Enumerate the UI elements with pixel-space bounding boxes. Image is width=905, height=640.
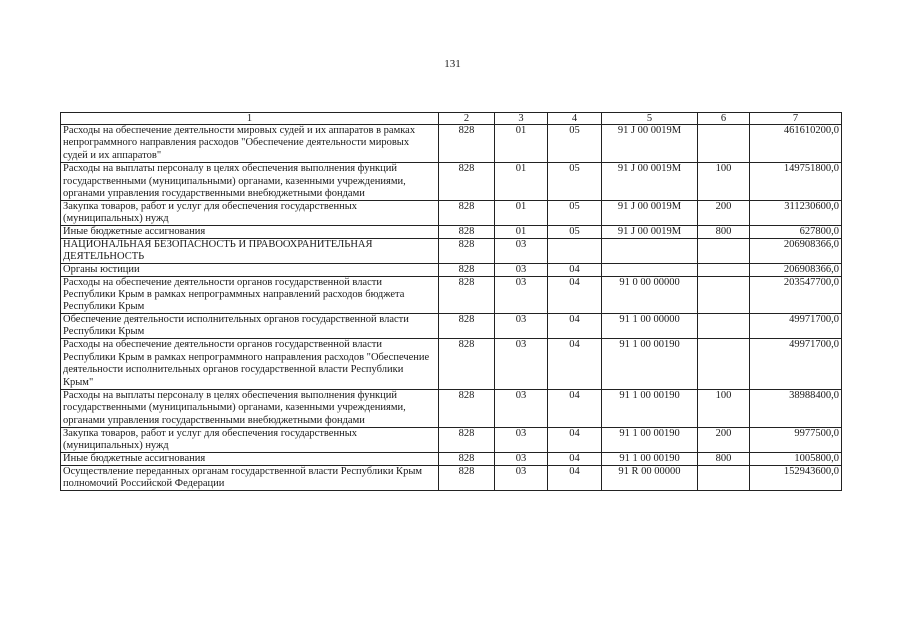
table-row xyxy=(61,163,842,201)
row-grbs: 828 xyxy=(439,314,495,339)
row-subsection: 04 xyxy=(548,466,602,491)
row-target-article xyxy=(602,264,698,277)
table-row xyxy=(61,239,842,264)
row-expense-type xyxy=(698,125,750,163)
col-header-3: 3 xyxy=(495,113,548,125)
table-row xyxy=(61,314,842,339)
row-section: 03 xyxy=(495,428,548,453)
row-grbs: 828 xyxy=(439,264,495,277)
row-sum: 461610200,0 xyxy=(750,125,842,163)
row-expense-type: 200 xyxy=(698,428,750,453)
row-grbs: 828 xyxy=(439,125,495,163)
row-subsection: 04 xyxy=(548,428,602,453)
row-name: НАЦИОНАЛЬНАЯ БЕЗОПАСНОСТЬ И ПРАВООХРАНИТЕЛЬНАЯ ДЕЯТЕЛЬНОСТЬ xyxy=(61,239,439,264)
row-expense-type xyxy=(698,314,750,339)
col-header-2: 2 xyxy=(439,113,495,125)
row-name: Расходы на выплаты персоналу в целях обеспечения выполнения функций государственными (муниципальными) органами, казенными учреждениями, органами управления государственными внебюджетными фондами xyxy=(61,163,439,201)
col-header-5: 5 xyxy=(602,113,698,125)
table-row xyxy=(61,264,842,277)
row-target-article: 91 1 00 00190 xyxy=(602,339,698,390)
row-expense-type xyxy=(698,277,750,314)
row-name: Расходы на обеспечение деятельности органов государственной власти Республики Крым в рамках непрограммного направления расходов "Обеспечение деятельности исполнительных органов государственной власти Республики Крым" xyxy=(61,339,439,390)
header-row xyxy=(61,113,842,125)
row-section: 01 xyxy=(495,163,548,201)
table-row xyxy=(61,453,842,466)
page-number: 131 xyxy=(444,58,461,70)
row-sum: 9977500,0 xyxy=(750,428,842,453)
row-target-article: 91 J 00 0019M xyxy=(602,163,698,201)
row-target-article: 91 0 00 00000 xyxy=(602,277,698,314)
row-sum: 38988400,0 xyxy=(750,390,842,428)
row-target-article: 91 R 00 00000 xyxy=(602,466,698,491)
row-sum: 206908366,0 xyxy=(750,264,842,277)
row-grbs: 828 xyxy=(439,390,495,428)
row-name: Расходы на обеспечение деятельности органов государственной власти Республики Крым в рамках непрограммных направлений расходов бюджета Республики Крым xyxy=(61,277,439,314)
table-row xyxy=(61,277,842,314)
row-sum: 49971700,0 xyxy=(750,314,842,339)
table-row xyxy=(61,201,842,226)
row-grbs: 828 xyxy=(439,453,495,466)
row-section: 03 xyxy=(495,314,548,339)
row-subsection: 05 xyxy=(548,226,602,239)
table-row xyxy=(61,466,842,491)
row-expense-type xyxy=(698,466,750,491)
row-name: Закупка товаров, работ и услуг для обеспечения государственных (муниципальных) нужд xyxy=(61,428,439,453)
row-name: Иные бюджетные ассигнования xyxy=(61,453,439,466)
row-expense-type: 100 xyxy=(698,163,750,201)
row-target-article xyxy=(602,239,698,264)
row-target-article: 91 J 00 0019M xyxy=(602,125,698,163)
row-section: 03 xyxy=(495,239,548,264)
row-sum: 627800,0 xyxy=(750,226,842,239)
row-grbs: 828 xyxy=(439,201,495,226)
row-grbs: 828 xyxy=(439,428,495,453)
row-sum: 49971700,0 xyxy=(750,339,842,390)
row-sum: 152943600,0 xyxy=(750,466,842,491)
row-section: 01 xyxy=(495,125,548,163)
row-grbs: 828 xyxy=(439,226,495,239)
row-target-article: 91 1 00 00000 xyxy=(602,314,698,339)
table-row xyxy=(61,339,842,390)
table-row xyxy=(61,390,842,428)
row-subsection: 04 xyxy=(548,339,602,390)
row-name: Иные бюджетные ассигнования xyxy=(61,226,439,239)
row-section: 01 xyxy=(495,201,548,226)
row-sum: 311230600,0 xyxy=(750,201,842,226)
row-name: Расходы на обеспечение деятельности мировых судей и их аппаратов в рамках непрограммного направления расходов "Обеспечение деятельности мировых судей и их аппаратов" xyxy=(61,125,439,163)
row-name: Органы юстиции xyxy=(61,264,439,277)
row-sum: 203547700,0 xyxy=(750,277,842,314)
row-grbs: 828 xyxy=(439,466,495,491)
row-sum: 1005800,0 xyxy=(750,453,842,466)
row-subsection: 05 xyxy=(548,201,602,226)
col-header-1: 1 xyxy=(61,113,439,125)
row-target-article: 91 1 00 00190 xyxy=(602,428,698,453)
col-header-6: 6 xyxy=(698,113,750,125)
row-expense-type xyxy=(698,264,750,277)
row-target-article: 91 J 00 0019M xyxy=(602,226,698,239)
row-expense-type: 200 xyxy=(698,201,750,226)
row-expense-type xyxy=(698,239,750,264)
row-subsection: 05 xyxy=(548,163,602,201)
row-sum: 206908366,0 xyxy=(750,239,842,264)
table-row xyxy=(61,226,842,239)
row-grbs: 828 xyxy=(439,163,495,201)
row-target-article: 91 J 00 0019M xyxy=(602,201,698,226)
table-row xyxy=(61,125,842,163)
row-expense-type: 100 xyxy=(698,390,750,428)
row-sum: 149751800,0 xyxy=(750,163,842,201)
col-header-4: 4 xyxy=(548,113,602,125)
row-section: 03 xyxy=(495,453,548,466)
row-subsection: 04 xyxy=(548,277,602,314)
row-subsection xyxy=(548,239,602,264)
row-name: Обеспечение деятельности исполнительных органов государственной власти Республики Крым xyxy=(61,314,439,339)
row-section: 03 xyxy=(495,277,548,314)
row-expense-type xyxy=(698,339,750,390)
row-subsection: 05 xyxy=(548,125,602,163)
row-subsection: 04 xyxy=(548,453,602,466)
col-header-7: 7 xyxy=(750,113,842,125)
row-name: Закупка товаров, работ и услуг для обеспечения государственных (муниципальных) нужд xyxy=(61,201,439,226)
row-grbs: 828 xyxy=(439,277,495,314)
row-grbs: 828 xyxy=(439,339,495,390)
row-target-article: 91 1 00 00190 xyxy=(602,390,698,428)
row-name: Расходы на выплаты персоналу в целях обеспечения выполнения функций государственными (муниципальными) органами, казенными учреждениями, органами управления государственными внебюджетными фондами xyxy=(61,390,439,428)
row-target-article: 91 1 00 00190 xyxy=(602,453,698,466)
row-grbs: 828 xyxy=(439,239,495,264)
row-section: 01 xyxy=(495,226,548,239)
row-expense-type: 800 xyxy=(698,226,750,239)
row-section: 03 xyxy=(495,339,548,390)
row-subsection: 04 xyxy=(548,314,602,339)
row-subsection: 04 xyxy=(548,390,602,428)
budget-table xyxy=(60,112,842,491)
row-expense-type: 800 xyxy=(698,453,750,466)
row-section: 03 xyxy=(495,264,548,277)
row-section: 03 xyxy=(495,466,548,491)
row-name: Осуществление переданных органам государственной власти Республики Крым полномочий Российской Федерации xyxy=(61,466,439,491)
row-section: 03 xyxy=(495,390,548,428)
table-row xyxy=(61,428,842,453)
row-subsection: 04 xyxy=(548,264,602,277)
